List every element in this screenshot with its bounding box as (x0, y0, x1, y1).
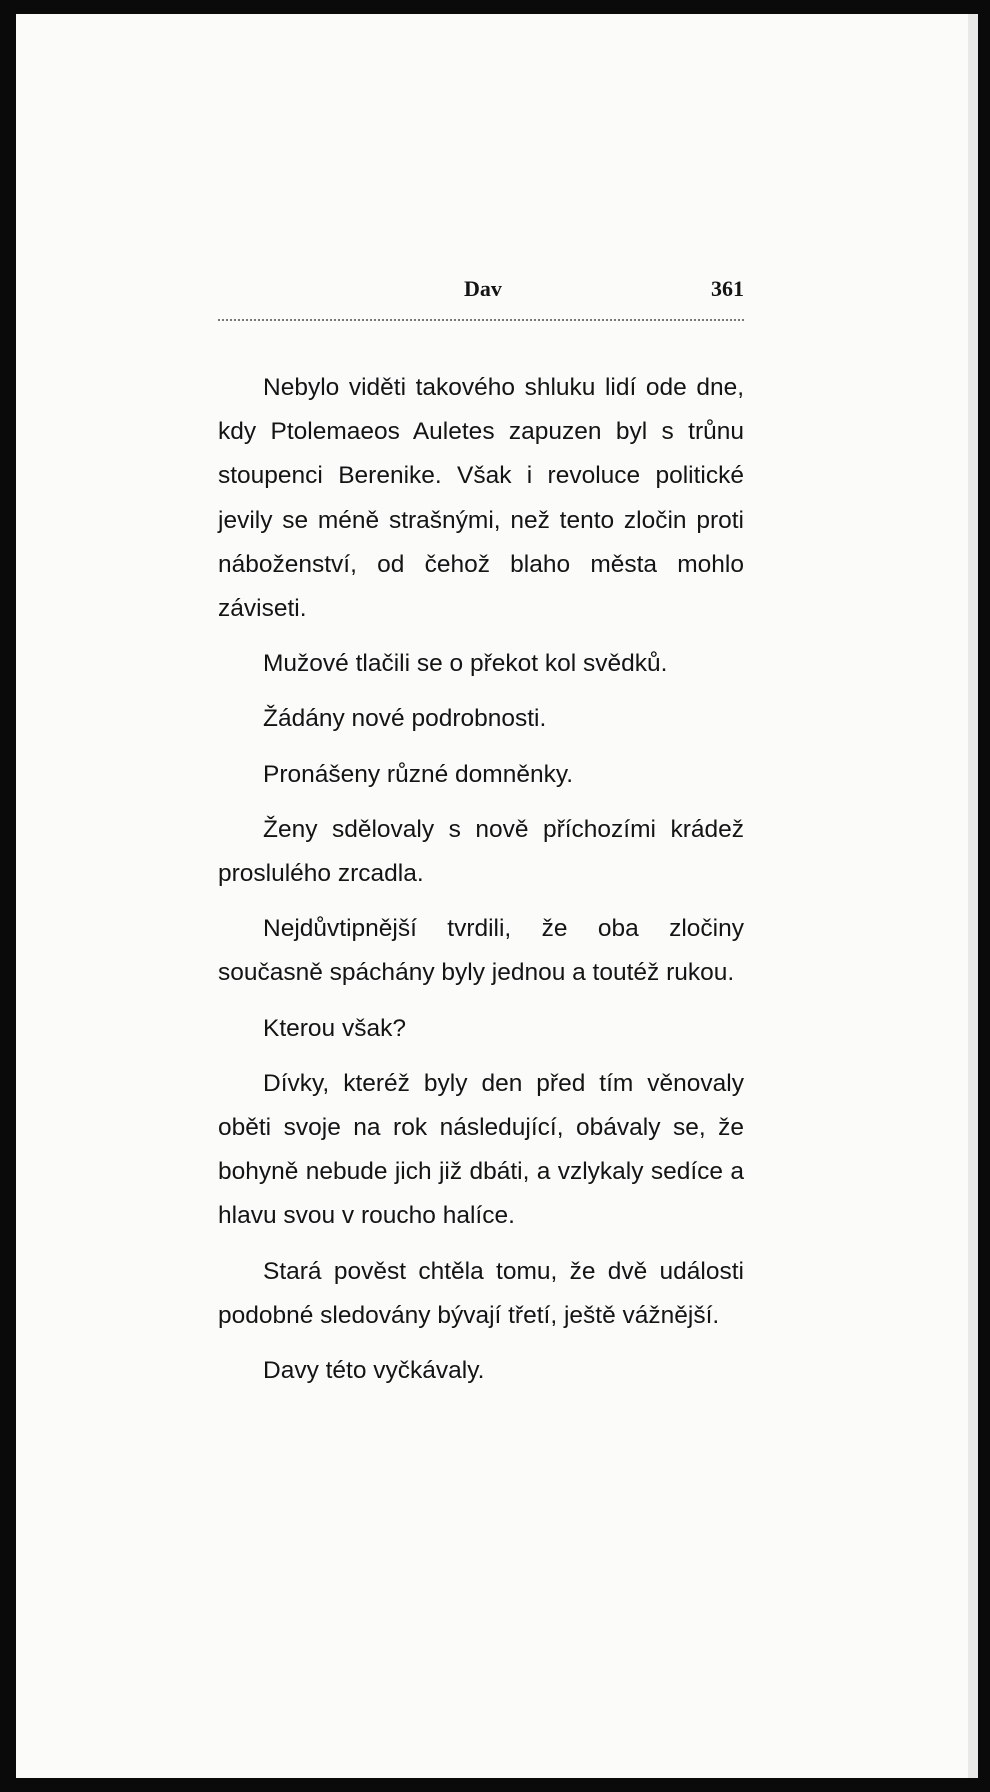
page-edge (968, 14, 978, 1778)
paragraph: Kterou však? (263, 1014, 406, 1042)
page-number: 361 (711, 276, 744, 301)
paragraph: Stará pověst chtěla tomu, že dvě události podobné sledovány bývají třetí, ještě vážnější. (218, 1257, 744, 1329)
paragraph: Davy této vyčkávaly. (263, 1357, 485, 1385)
paragraph: Mužové tlačili se o překot kol svědků. (263, 650, 668, 678)
paragraph: Nejdůvtipnější tvrdili, že oba zločiny současně spáchány byly jednou a toutéž rukou. (218, 915, 744, 987)
running-head-title: Dav (464, 276, 502, 301)
paragraph: Ženy sdělovaly s nově příchozími krádež proslulého zrcadla. (218, 815, 744, 888)
header-rule (218, 319, 744, 321)
running-head (218, 276, 744, 306)
book-page (16, 14, 978, 1778)
paragraph: Dívky, kteréž byly den před tím věnovaly oběti svoje na rok následující, obávaly se, že bohyně nebude jich již dbáti, a vzlykaly sedíce a hlavu svou v roucho halíce. (218, 1069, 744, 1230)
body-text (218, 366, 744, 1404)
paragraph: Nebylo viděti takového shluku lidí ode dne, kdy Ptolemaeos Auletes zapuzen byl s trůnu stoupenci Berenike. Však i revoluce politické jevily se méně strašnými, než tento zločin proti náboženství, od čehož blaho města mohlo záviseti. (218, 374, 744, 623)
paragraph: Žádány nové podrobnosti. (263, 705, 547, 733)
paragraph: Pronášeny různé domněnky. (263, 760, 574, 788)
